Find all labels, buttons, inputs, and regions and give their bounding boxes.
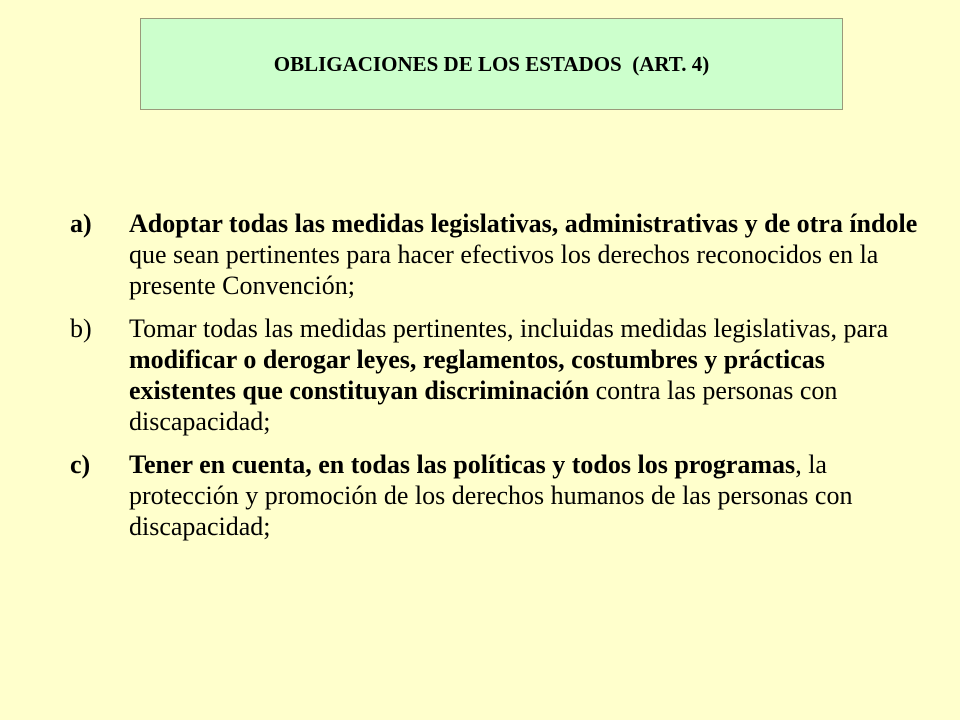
list-item-b: [70, 313, 920, 437]
list-item-a: [70, 208, 920, 301]
obligations-list: [70, 208, 920, 554]
list-item-c: [70, 449, 920, 542]
item-text: [129, 449, 920, 542]
item-segment: Adoptar todas las medidas legislativas, administrativas y de otra índole: [129, 209, 918, 238]
title-box: [140, 18, 843, 110]
item-text: [129, 313, 920, 437]
item-segment: , la protección y promoción de los derechos humanos de las personas con discapacidad;: [129, 450, 853, 541]
item-segment: Tener en cuenta, en todas las políticas y todos los programas: [129, 450, 796, 479]
item-marker: a): [70, 209, 92, 238]
slide-title: OBLIGACIONES DE LOS ESTADOS (ART. 4): [273, 51, 710, 76]
item-marker: b): [70, 314, 92, 343]
item-segment: modificar o derogar leyes, reglamentos, costumbres y prácticas existentes que constituyan discriminación: [129, 345, 825, 405]
item-segment: que sean pertinentes para hacer efectivos los derechos reconocidos en la presente Convención;: [129, 240, 879, 300]
item-marker: c): [70, 450, 91, 479]
item-segment: Tomar todas las medidas pertinentes, incluidas medidas legislativas, para: [129, 314, 889, 343]
item-segment: contra las personas con discapacidad;: [129, 376, 838, 436]
item-text: [129, 208, 920, 301]
